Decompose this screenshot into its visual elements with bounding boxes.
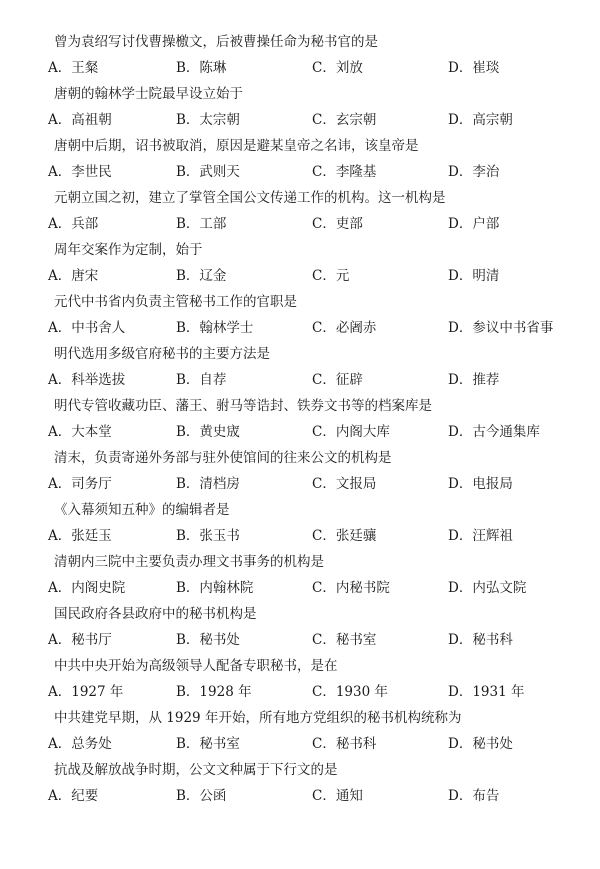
option-c: C．吏部 xyxy=(312,216,363,232)
question-text: 元朝立国之初，建立了掌管全国公文传递工作的机构。这一机构是 xyxy=(54,190,446,206)
question-20 xyxy=(0,654,600,706)
option-c: C．必阇赤 xyxy=(312,320,377,336)
option-d: D．秘书处 xyxy=(448,736,513,752)
answer-options xyxy=(0,316,600,340)
question-text: 中共建党早期，从 1929 年开始，所有地方党组织的秘书机构统称为 xyxy=(54,710,462,726)
option-b: B．公函 xyxy=(176,788,227,804)
answer-options xyxy=(0,472,600,496)
option-b: B．自荐 xyxy=(176,372,227,388)
question-text: 《入幕须知五种》的编辑者是 xyxy=(54,502,230,518)
option-c: C．秘书科 xyxy=(312,736,377,752)
question-17 xyxy=(0,498,600,550)
option-d: D．内弘文院 xyxy=(448,580,527,596)
option-c: C．秘书室 xyxy=(312,632,377,648)
option-a: A．纪要 xyxy=(48,788,99,804)
question-text: 曾为袁绍写讨伐曹操檄文，后被曹操任命为秘书官的是 xyxy=(54,34,378,50)
option-c: C．张廷骧 xyxy=(312,528,377,544)
option-d: D．李治 xyxy=(448,164,500,180)
option-b: B．辽金 xyxy=(176,268,227,284)
option-a: A．兵部 xyxy=(48,216,99,232)
answer-options xyxy=(0,576,600,600)
option-b: B．翰林学士 xyxy=(176,320,254,336)
option-b: B．秘书处 xyxy=(176,632,240,648)
question-21 xyxy=(0,706,600,758)
option-c: C．元 xyxy=(312,268,350,284)
question-13 xyxy=(0,290,600,342)
answer-options xyxy=(0,420,600,444)
answer-options xyxy=(0,160,600,184)
question-18 xyxy=(0,550,600,602)
question-text: 周年交案作为定制，始于 xyxy=(54,242,203,258)
question-14 xyxy=(0,342,600,394)
option-d: D．明清 xyxy=(448,268,500,284)
option-a: A．高祖朝 xyxy=(48,112,112,128)
answer-options xyxy=(0,368,600,392)
option-a: A．1927 年 xyxy=(48,684,124,700)
question-10 xyxy=(0,134,600,186)
question-text: 元代中书省内负责主管秘书工作的官职是 xyxy=(54,294,297,310)
question-text: 明代选用多级官府秘书的主要方法是 xyxy=(54,346,270,362)
question-19 xyxy=(0,602,600,654)
option-a: A．秘书厅 xyxy=(48,632,112,648)
option-d: D．电报局 xyxy=(448,476,513,492)
option-d: D．参议中书省事 xyxy=(448,320,554,336)
answer-options xyxy=(0,56,600,80)
option-d: D．崔琰 xyxy=(448,60,500,76)
option-a: A．李世民 xyxy=(48,164,112,180)
question-text: 清末，负责寄递外务部与驻外使馆间的往来公文的机构是 xyxy=(54,450,392,466)
option-a: A．内阁史院 xyxy=(48,580,126,596)
answer-options xyxy=(0,628,600,652)
question-text: 清朝内三院中主要负责办理文书事务的机构是 xyxy=(54,554,324,570)
option-a: A．总务处 xyxy=(48,736,112,752)
option-c: C．刘放 xyxy=(312,60,363,76)
option-c: C．内阁大库 xyxy=(312,424,390,440)
option-c: C．1930 年 xyxy=(312,684,388,700)
question-9 xyxy=(0,82,600,134)
answer-options xyxy=(0,680,600,704)
option-c: C．李隆基 xyxy=(312,164,377,180)
answer-options xyxy=(0,732,600,756)
option-d: D．布告 xyxy=(448,788,500,804)
option-b: B．武则天 xyxy=(176,164,240,180)
option-a: A．科举选拔 xyxy=(48,372,126,388)
option-c: C．玄宗朝 xyxy=(312,112,377,128)
option-d: D．1931 年 xyxy=(448,684,525,700)
option-d: D．秘书科 xyxy=(448,632,513,648)
question-15 xyxy=(0,394,600,446)
option-d: D．汪辉祖 xyxy=(448,528,513,544)
option-b: B．清档房 xyxy=(176,476,240,492)
question-12 xyxy=(0,238,600,290)
option-b: B．1928 年 xyxy=(176,684,252,700)
option-c: C．文报局 xyxy=(312,476,377,492)
answer-options xyxy=(0,108,600,132)
question-22 xyxy=(0,758,600,810)
question-text: 抗战及解放战争时期，公文文种属于下行文的是 xyxy=(54,762,338,778)
option-c: C．内秘书院 xyxy=(312,580,390,596)
answer-options xyxy=(0,784,600,808)
option-d: D．户部 xyxy=(448,216,500,232)
option-a: A．大本堂 xyxy=(48,424,112,440)
option-a: A．司务厅 xyxy=(48,476,112,492)
option-b: B．陈琳 xyxy=(176,60,227,76)
question-text: 唐朝的翰林学士院最早设立始于 xyxy=(54,86,243,102)
option-a: A．唐宋 xyxy=(48,268,99,284)
option-b: B．工部 xyxy=(176,216,227,232)
option-d: D．推荐 xyxy=(448,372,500,388)
answer-options xyxy=(0,212,600,236)
question-11 xyxy=(0,186,600,238)
option-d: D．高宗朝 xyxy=(448,112,513,128)
option-a: A．中书舍人 xyxy=(48,320,126,336)
option-d: D．古今通集库 xyxy=(448,424,540,440)
option-a: A．张廷玉 xyxy=(48,528,112,544)
question-8 xyxy=(0,30,600,82)
option-c: C．征辟 xyxy=(312,372,363,388)
option-a: A．王粲 xyxy=(48,60,99,76)
answer-options xyxy=(0,524,600,548)
question-text: 中共中央开始为高级领导人配备专职秘书，是在 xyxy=(54,658,338,674)
question-text: 唐朝中后期，诏书被取消，原因是避某皇帝之名讳，该皇帝是 xyxy=(54,138,419,154)
question-16 xyxy=(0,446,600,498)
option-b: B．黄史宬 xyxy=(176,424,240,440)
answer-options xyxy=(0,264,600,288)
option-c: C．通知 xyxy=(312,788,363,804)
option-b: B．张玉书 xyxy=(176,528,240,544)
option-b: B．秘书室 xyxy=(176,736,240,752)
option-b: B．太宗朝 xyxy=(176,112,240,128)
option-b: B．内翰林院 xyxy=(176,580,254,596)
question-text: 明代专管收藏功臣、藩王、驸马等诰封、铁券文书等的档案库是 xyxy=(54,398,432,414)
question-text: 国民政府各县政府中的秘书机构是 xyxy=(54,606,257,622)
